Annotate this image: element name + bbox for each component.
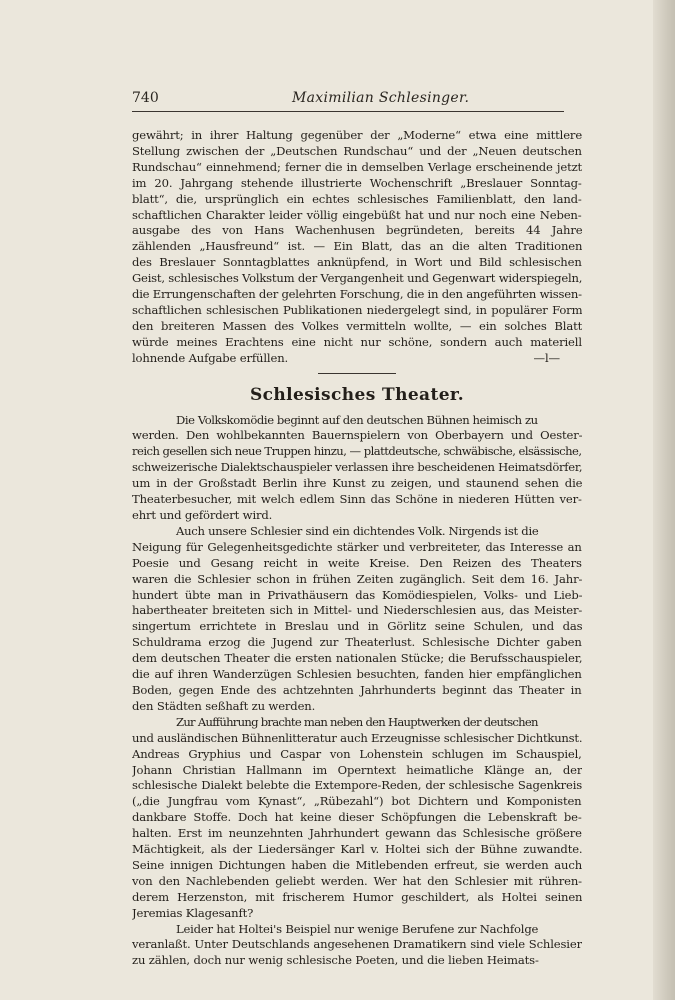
text-line: Andreas Gryphius und Caspar von Lohenstein schlugen im Schauspiel, bbox=[132, 746, 582, 761]
text-line: Johann Christian Hallmann im Operntext heimatliche Klänge an, der bbox=[132, 762, 582, 777]
text-line: Seine innigen Dichtungen haben die Mitlebenden erfreut, sie werden auch bbox=[132, 857, 582, 872]
page-header bbox=[132, 90, 562, 112]
text-line: reich gesellen sich neue Truppen hinzu, — plattdeutsche, schwäbische, elsässische, bbox=[132, 444, 582, 459]
paragraph bbox=[132, 922, 582, 970]
text-line: gewährt; in ihrer Haltung gegenüber der „Moderne“ etwa eine mittlere bbox=[132, 128, 582, 142]
body-text bbox=[132, 128, 582, 969]
text-line: werden. Den wohlbekannten Bauernspielern von Oberbayern und Oester- bbox=[132, 428, 582, 443]
text-line: hundert übte man in Privathäusern das Komödiespielen, Volks- und Lieb- bbox=[132, 587, 582, 602]
section-divider bbox=[318, 373, 396, 374]
paragraph bbox=[132, 413, 582, 524]
text-line: die Errungenschaften der gelehrten Forschung, die in den angeführten wissen- bbox=[132, 287, 582, 302]
text-line: habertheater breiteten sich in Mittel- und Niederschlesien aus, das Meister- bbox=[132, 603, 582, 618]
section-title: Schlesisches Theater. bbox=[249, 384, 465, 405]
text-line: Stellung zwischen der „Deutschen Rundschau“ und der „Neuen deutschen bbox=[132, 143, 582, 158]
intro-last-line: lohnende Aufgabe erfüllen. bbox=[132, 350, 289, 365]
intro-closing-row bbox=[132, 351, 582, 367]
text-line: halten. Erst im neunzehnten Jahrhundert gewann das Schlesische größere bbox=[132, 826, 582, 841]
text-line: den breiteren Massen des Volkes vermitteln wollte, — ein solches Blatt bbox=[132, 318, 582, 333]
text-line: ehrt und gefördert wird. bbox=[132, 508, 273, 523]
paragraph bbox=[132, 715, 582, 922]
text-line: („die Jungfrau vom Kynast“, „Rübezahl“) bot Dichtern und Komponisten bbox=[132, 794, 582, 809]
text-line: zählenden „Hausfreund“ ist. — Ein Blatt, das an die alten Traditionen bbox=[132, 239, 582, 254]
text-line: von den Nachlebenden geliebt werden. Wer hat den Schlesier mit rühren- bbox=[132, 873, 582, 888]
text-line: Auch unsere Schlesier sind ein dichtendes Volk. Nirgends ist die bbox=[176, 523, 539, 538]
text-line: ausgabe des von Hans Wachenhusen begründeten, bereits 44 Jahre bbox=[132, 223, 582, 238]
intro-paragraph bbox=[132, 128, 582, 351]
text-line: und ausländischen Bühnenlitteratur auch Erzeugnisse schlesischer Dichtkunst. bbox=[132, 730, 582, 745]
text-line: Theaterbesucher, mit welch edlem Sinn das Schöne in niederen Hütten ver- bbox=[132, 492, 582, 507]
text-line: Poesie und Gesang reicht in weite Kreise. Den Reizen des Theaters bbox=[132, 555, 582, 570]
text-line: schaftlichen schlesischen Publikationen niedergelegt sind, in populärer Form bbox=[132, 302, 582, 317]
text-line: um in der Großstadt Berlin ihre Kunst zu zeigen, und staunend sehen die bbox=[132, 476, 582, 491]
text-line: Jeremias Klagesanft? bbox=[132, 905, 254, 920]
text-line: zu zählen, doch nur wenig schlesische Poeten, und die lieben Heimats- bbox=[132, 953, 539, 968]
page-number: 740 bbox=[132, 90, 159, 106]
text-line: Die Volkskomödie beginnt auf den deutschen Bühnen heimisch zu bbox=[176, 412, 538, 427]
text-line: dem deutschen Theater die ersten nationalen Stücke; die Berufsschauspieler, bbox=[132, 651, 582, 666]
text-line: die auf ihren Wanderzügen Schlesien besuchten, fanden hier empfänglichen bbox=[132, 667, 582, 682]
page-edge-shadow bbox=[653, 0, 675, 1000]
text-line: Rundschau“ einnehmend; ferner die in demselben Verlage erscheinende jetzt bbox=[132, 159, 582, 174]
text-line: im 20. Jahrgang stehende illustrierte Wochenschrift „Breslauer Sonntag- bbox=[132, 175, 582, 190]
text-line: Neigung für Gelegenheitsgedichte stärker und verbreiteter, das Interesse an bbox=[132, 539, 582, 554]
text-line: den Städten seßhaft zu werden. bbox=[132, 698, 316, 713]
header-rule bbox=[132, 111, 564, 112]
text-line: würde meines Erachtens eine nicht nur schöne, sondern auch materiell bbox=[132, 334, 582, 349]
text-line: Mächtigkeit, als der Liedersänger Karl v. Holtei sich der Bühne zuwandte. bbox=[132, 842, 582, 857]
text-line: schlesische Dialekt belebte die Extempore-Reden, der schlesische Sagenkreis bbox=[132, 778, 582, 793]
text-line: Zur Aufführung brachte man neben den Hauptwerken der deutschen bbox=[176, 714, 538, 729]
text-line: Geist, schlesisches Volkstum der Vergangenheit und Gegenwart widerspiegeln, bbox=[132, 271, 582, 286]
section-paragraphs bbox=[132, 413, 582, 970]
text-line: waren die Schlesier schon in frühen Zeiten zugänglich. Seit dem 16. Jahr- bbox=[132, 571, 582, 586]
running-title: Maximilian Schlesinger. bbox=[292, 90, 470, 106]
author-signature: —l— bbox=[533, 350, 560, 365]
text-line: veranlaßt. Unter Deutschlands angesehenen Dramatikern sind viele Schlesier bbox=[132, 937, 582, 952]
text-line: Boden, gegen Ende des achtzehnten Jahrhunderts beginnt das Theater in bbox=[132, 682, 582, 697]
text-line: blatt“, die, ursprünglich ein echtes schlesisches Familienblatt, den land- bbox=[132, 191, 582, 206]
text-line: Leider hat Holtei's Beispiel nur wenige Berufene zur Nachfolge bbox=[176, 921, 539, 936]
paragraph bbox=[132, 524, 582, 715]
text-line: dankbare Stoffe. Doch hat keine dieser Schöpfungen die Lebenskraft be- bbox=[132, 810, 582, 825]
text-line: schaftlichen Charakter leider völlig eingebüßt hat und nur noch eine Neben- bbox=[132, 207, 582, 222]
text-line: des Breslauer Sonntagblattes anknüpfend, in Wort und Bild schlesischen bbox=[132, 255, 582, 270]
text-line: Schuldrama erzog die Jugend zur Theaterlust. Schlesische Dichter gaben bbox=[132, 635, 582, 650]
text-line: singertum errichtete in Breslau und in Görlitz seine Schulen, und das bbox=[132, 619, 582, 634]
text-line: schweizerische Dialektschauspieler verlassen ihre bescheidenen Heimatsdörfer, bbox=[132, 460, 582, 475]
text-line: derem Herzenston, mit frischerem Humor geschildert, als Holtei seinen bbox=[132, 889, 582, 904]
